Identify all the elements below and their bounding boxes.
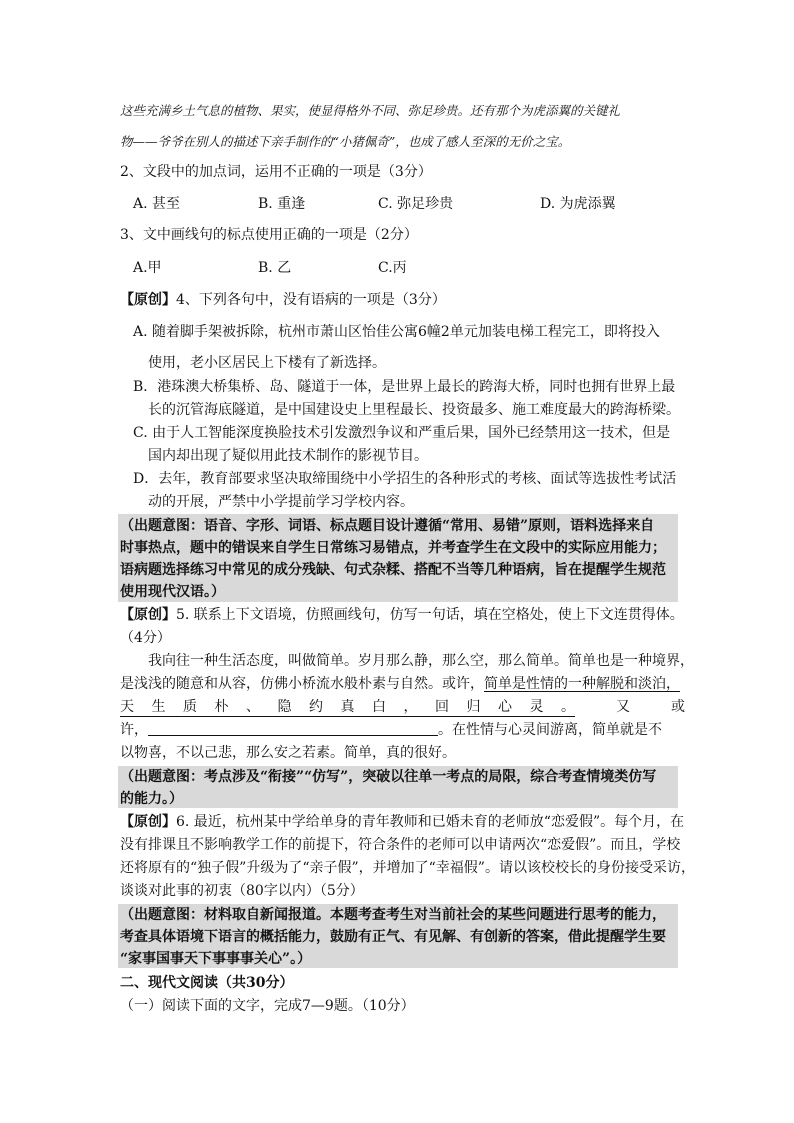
q3-stem: 3、文中画线句的标点使用正确的一项是（2分） xyxy=(120,227,418,243)
q4-intent-line-3: 语病题选择练习中常见的成分残缺、句式杂糅、搭配不当等几种语病，旨在提醒学生规范 xyxy=(120,562,666,578)
q5-header xyxy=(120,606,684,624)
q5-char: 、 xyxy=(246,699,260,715)
q5-char: 约 xyxy=(309,699,323,715)
q5-char: 真 xyxy=(340,699,355,715)
q6-line-2: 没有排课且不影响教学工作的前提下，符合条件的老师可以申请两次“恋爱假”。而且，学校 xyxy=(120,837,681,853)
q3-option-c: C.丙 xyxy=(378,260,407,276)
intro-line-2: 物——爷爷在别人的描述下亲手制作的“小猪佩奇”，也成了感人至深的无价之宝。 xyxy=(120,134,571,149)
q5-char: 白 xyxy=(372,699,386,715)
q6-line-3: 还将原有的“独子假”升级为了“亲子假”，并增加了“幸福假”。请以该校校长的身份接受采访， xyxy=(120,860,695,876)
q5-char: 生 xyxy=(151,699,166,715)
q5-intent-line-1: （出题意图：考点涉及“衔接”“仿写”，突破以往单一考点的局限，综合考查情境类仿写 xyxy=(120,769,657,785)
q5-char: 隐 xyxy=(277,699,292,715)
q5-char: 天 xyxy=(120,699,134,715)
q3-option-b: B. 乙 xyxy=(258,260,292,276)
q2-stem: 2、文段中的加点词，运用不正确的一项是（3分） xyxy=(120,164,432,180)
q4-original-tag: 【原创】 xyxy=(120,292,176,308)
q5-char: 心 xyxy=(498,699,512,715)
q6-stem: 6. 最近，杭州某中学给单身的青年教师和已婚未育的老师放“恋爱假”。每个月，在 xyxy=(176,814,685,830)
q5-para-line-5: 以物喜，不以己悲，那么安之若素。简单，真的很好。 xyxy=(120,745,456,761)
q5-char: 质 xyxy=(183,699,197,715)
q4-intent-line-1: （出题意图：语音、字形、词语、标点题目设计遵循“常用、易错”原则，语料选择来自 xyxy=(120,518,655,534)
q5-char: 。 xyxy=(561,699,575,715)
q4-option-a-line-1: A. 随着脚手架被拆除，杭州市萧山区怡佳公寓6幢2单元加装电梯工程完工，即将投入 xyxy=(133,324,660,340)
intro-line-1: 这些充满乡土气息的植物、果实，使显得格外不同、弥足珍贵。还有那个为虎添翼的关键礼 xyxy=(120,103,621,118)
q5-model-sentence-continued xyxy=(120,698,575,717)
q4-option-d-line-1: D．去年，教育部要求坚决取缔围绕中小学招生的各种形式的考核、面试等选拔性考试活 xyxy=(133,471,677,487)
q4-header xyxy=(120,291,446,309)
section-subtitle: （一）阅读下面的文字，完成7—9题。（10分） xyxy=(120,998,415,1014)
q5-para-line-3 xyxy=(120,698,690,717)
q2-option-c: C. 弥足珍贵 xyxy=(378,196,454,212)
q5-para-line-4-end: 。在性情与心灵间游离，简单就是不 xyxy=(438,722,662,738)
q5-char: 灵 xyxy=(529,699,544,715)
section-title: 二、现代文阅读（共30分） xyxy=(120,975,294,991)
q4-option-b-line-1: B．港珠澳大桥集桥、岛、隧道于一体，是世界上最长的跨海大桥，同时也拥有世界上最 xyxy=(133,379,676,395)
q5-char: 朴 xyxy=(214,699,229,715)
q4-option-c-line-1: C. 由于人工智能深度换脸技术引发激烈争议和严重后果，国外已经禁用这一技术，但是 xyxy=(133,425,671,441)
q3-option-a: A.甲 xyxy=(133,260,162,276)
q2-option-b: B. 重逢 xyxy=(258,196,306,212)
q6-line-1 xyxy=(120,813,684,831)
q5-char: 归 xyxy=(466,699,481,715)
q5-para-line-1: 我向往一种生活态度，叫做简单。岁月那么静，那么空，那么简单。简单也是一种境界， xyxy=(148,653,694,669)
q4-intent-line-4: 使用现代汉语。） xyxy=(120,584,225,600)
q5-answer-blank[interactable] xyxy=(148,721,438,736)
q5-char: ， xyxy=(403,699,418,715)
q4-intent-line-2: 时事热点，题中的错误来自学生日常练习易错点，并考查学生在文段中的实际应用能力； xyxy=(120,540,666,556)
q4-option-d-line-2: 动的开展，严禁中小学提前学习学校内容。 xyxy=(148,494,414,510)
q5-original-tag: 【原创】 xyxy=(120,607,176,623)
q6-original-tag: 【原创】 xyxy=(120,814,176,830)
q5-char: 回 xyxy=(435,699,449,715)
q5-char: 或 xyxy=(671,699,685,715)
q5-para-line-2-text: 是浅浅的随意和从容，仿佛小桥流水般朴素与自然。或许， xyxy=(120,676,484,692)
q6-line-4: 谈谈对此事的初衷（80字以内）（5分） xyxy=(120,883,364,899)
q4-option-b-line-2: 长的沉管海底隧道，是中国建设史上里程最长、投资最多、施工难度最大的跨海桥梁。 xyxy=(148,402,680,418)
q6-intent-line-3: “家事国事天下事事事关心”。） xyxy=(120,951,312,967)
q5-stem: 5. 联系上下文语境，仿照画线句，仿写一句话，填在空格处，使上下文连贯得体。 xyxy=(176,607,684,623)
q5-para-line-4 xyxy=(120,721,662,739)
q4-stem: 4、下列各句中，没有语病的一项是（3分） xyxy=(176,292,446,308)
q6-intent-line-1: （出题意图：材料取自新闻报道。本题考查考生对当前社会的某些问题进行思考的能力， xyxy=(120,907,666,923)
q5-para-line-4-start: 许， xyxy=(120,722,148,738)
q5-intent-line-2: 的能力。） xyxy=(120,791,183,807)
q4-option-c-line-2: 国内却出现了疑似用此技术制作的影视节目。 xyxy=(148,448,428,464)
q6-intent-line-2: 考查具体语境下语言的概括能力，鼓励有正气、有见解、有创新的答案，借此提醒学生要 xyxy=(120,929,666,945)
q5-model-sentence: 简单是性情的一种解脱和淡泊， xyxy=(484,676,680,692)
q5-para-line-2 xyxy=(120,675,680,693)
q2-option-d: D. 为虎添翼 xyxy=(540,196,616,212)
q2-option-a: A. 甚至 xyxy=(133,196,181,212)
q5-char: 又 xyxy=(616,699,630,715)
q4-option-a-line-2: 使用，老小区居民上下楼有了新选择。 xyxy=(148,355,386,371)
q5-score: （4分） xyxy=(120,630,171,646)
